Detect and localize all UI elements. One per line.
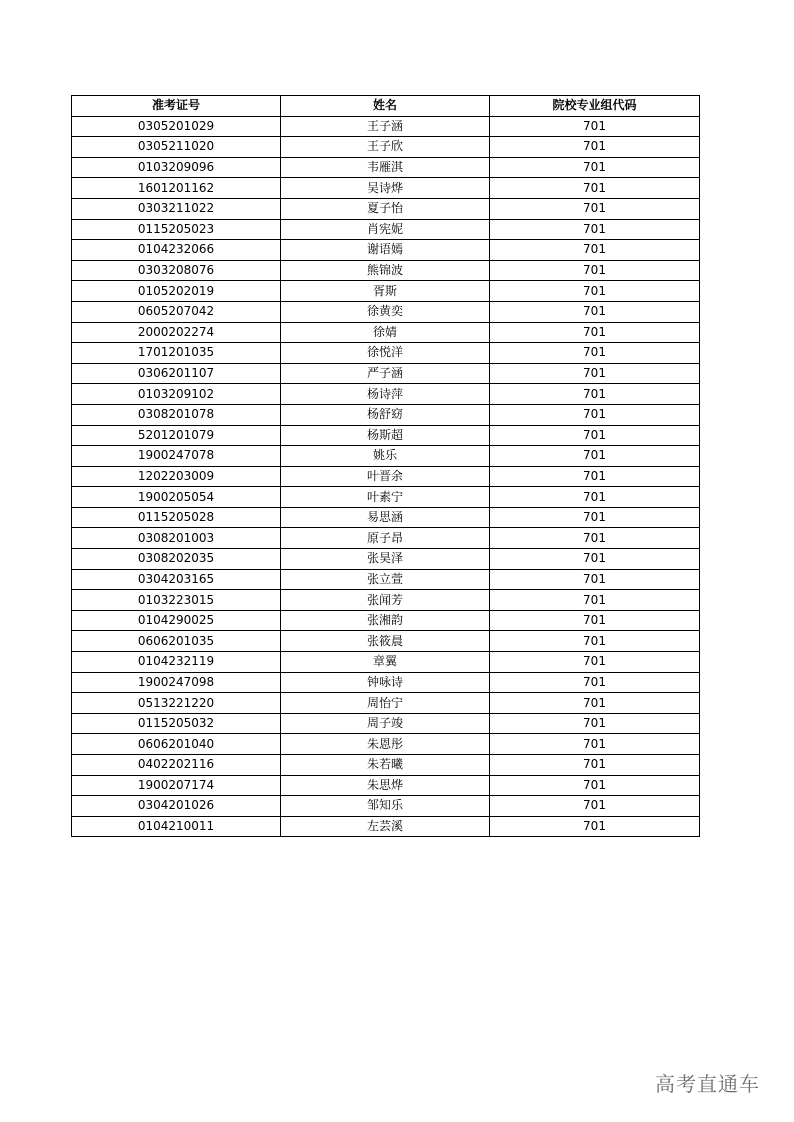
student-name-cell: 徐婧	[281, 322, 490, 343]
group-code-cell: 701	[490, 507, 700, 528]
group-code-cell: 701	[490, 137, 700, 158]
table-row	[72, 363, 700, 384]
student-name-cell: 张闻芳	[281, 590, 490, 611]
exam-id-cell: 0115205032	[72, 713, 281, 734]
student-name-cell: 张筱晨	[281, 631, 490, 652]
exam-id-cell: 0305201029	[72, 116, 281, 137]
student-name-cell: 朱若曦	[281, 755, 490, 776]
table-row	[72, 569, 700, 590]
table-row	[72, 816, 700, 837]
group-code-cell: 701	[490, 240, 700, 261]
watermark-text: 高考直通车	[655, 1072, 760, 1096]
student-name-cell: 王子欣	[281, 137, 490, 158]
group-code-cell: 701	[490, 322, 700, 343]
group-code-cell: 701	[490, 363, 700, 384]
group-code-cell: 701	[490, 693, 700, 714]
group-code-cell: 701	[490, 734, 700, 755]
exam-id-cell: 0513221220	[72, 693, 281, 714]
exam-id-cell: 0303211022	[72, 198, 281, 219]
student-name-cell: 章翼	[281, 652, 490, 673]
student-name-cell: 朱恩彤	[281, 734, 490, 755]
exam-id-cell: 0306201107	[72, 363, 281, 384]
student-name-cell: 张湘韵	[281, 610, 490, 631]
student-name-cell: 严子涵	[281, 363, 490, 384]
exam-id-cell: 0305211020	[72, 137, 281, 158]
exam-id-cell: 0115205028	[72, 507, 281, 528]
group-code-cell: 701	[490, 281, 700, 302]
student-name-cell: 叶素宁	[281, 487, 490, 508]
group-code-cell: 701	[490, 157, 700, 178]
exam-id-cell: 0308202035	[72, 549, 281, 570]
exam-id-cell: 0303208076	[72, 260, 281, 281]
table-row	[72, 425, 700, 446]
student-name-cell: 姚乐	[281, 446, 490, 467]
student-name-cell: 韦雁淇	[281, 157, 490, 178]
table-row	[72, 446, 700, 467]
table-row	[72, 631, 700, 652]
table-row	[72, 775, 700, 796]
group-code-cell: 701	[490, 590, 700, 611]
group-code-cell: 701	[490, 219, 700, 240]
student-name-cell: 王子涵	[281, 116, 490, 137]
table-row	[72, 178, 700, 199]
student-name-cell: 杨舒窈	[281, 404, 490, 425]
student-name-cell: 徐悦洋	[281, 343, 490, 364]
exam-id-cell: 5201201079	[72, 425, 281, 446]
table-row	[72, 549, 700, 570]
group-code-cell: 701	[490, 528, 700, 549]
student-name-cell: 肖宪妮	[281, 219, 490, 240]
group-code-cell: 701	[490, 652, 700, 673]
group-code-cell: 701	[490, 116, 700, 137]
student-name-cell: 易思涵	[281, 507, 490, 528]
table-row	[72, 672, 700, 693]
table-row	[72, 198, 700, 219]
exam-id-cell: 1900207174	[72, 775, 281, 796]
table-row	[72, 590, 700, 611]
exam-id-cell: 0308201078	[72, 404, 281, 425]
header-exam-id: 准考证号	[72, 96, 281, 117]
exam-id-cell: 0104232119	[72, 652, 281, 673]
table-row	[72, 487, 700, 508]
exam-id-cell: 0104290025	[72, 610, 281, 631]
exam-id-cell: 1202203009	[72, 466, 281, 487]
table-row	[72, 507, 700, 528]
table-row	[72, 713, 700, 734]
table-body	[72, 116, 700, 837]
group-code-cell: 701	[490, 384, 700, 405]
table-row	[72, 137, 700, 158]
exam-id-cell: 0308201003	[72, 528, 281, 549]
header-row	[72, 96, 700, 117]
exam-id-cell: 1900247098	[72, 672, 281, 693]
exam-id-cell: 0105202019	[72, 281, 281, 302]
exam-id-cell: 0606201040	[72, 734, 281, 755]
table-row	[72, 219, 700, 240]
student-name-cell: 徐黄奕	[281, 301, 490, 322]
group-code-cell: 701	[490, 343, 700, 364]
student-name-cell: 钟咏诗	[281, 672, 490, 693]
group-code-cell: 701	[490, 713, 700, 734]
exam-id-cell: 0605207042	[72, 301, 281, 322]
table-row	[72, 693, 700, 714]
student-name-cell: 夏子怡	[281, 198, 490, 219]
table-row	[72, 240, 700, 261]
exam-id-cell: 2000202274	[72, 322, 281, 343]
group-code-cell: 701	[490, 775, 700, 796]
table-row	[72, 384, 700, 405]
header-group-code: 院校专业组代码	[490, 96, 700, 117]
table-row	[72, 343, 700, 364]
table-row	[72, 652, 700, 673]
exam-id-cell: 0103209102	[72, 384, 281, 405]
student-name-cell: 原子昂	[281, 528, 490, 549]
table-row	[72, 116, 700, 137]
group-code-cell: 701	[490, 610, 700, 631]
table-row	[72, 610, 700, 631]
student-name-cell: 张昊泽	[281, 549, 490, 570]
exam-id-cell: 0304203165	[72, 569, 281, 590]
student-name-cell: 吴诗烨	[281, 178, 490, 199]
table-header	[72, 96, 700, 117]
group-code-cell: 701	[490, 796, 700, 817]
table-row	[72, 466, 700, 487]
group-code-cell: 701	[490, 755, 700, 776]
student-name-cell: 周子竣	[281, 713, 490, 734]
group-code-cell: 701	[490, 260, 700, 281]
exam-id-cell: 0103223015	[72, 590, 281, 611]
exam-id-cell: 0304201026	[72, 796, 281, 817]
group-code-cell: 701	[490, 301, 700, 322]
group-code-cell: 701	[490, 178, 700, 199]
student-name-cell: 叶晋余	[281, 466, 490, 487]
group-code-cell: 701	[490, 425, 700, 446]
table-row	[72, 301, 700, 322]
table-row	[72, 528, 700, 549]
group-code-cell: 701	[490, 569, 700, 590]
table-row	[72, 157, 700, 178]
table-row	[72, 260, 700, 281]
group-code-cell: 701	[490, 631, 700, 652]
group-code-cell: 701	[490, 198, 700, 219]
table-row	[72, 734, 700, 755]
group-code-cell: 701	[490, 404, 700, 425]
table-row	[72, 796, 700, 817]
student-name-cell: 周怡宁	[281, 693, 490, 714]
table-row	[72, 322, 700, 343]
header-name: 姓名	[281, 96, 490, 117]
exam-id-cell: 0606201035	[72, 631, 281, 652]
student-name-cell: 熊锦波	[281, 260, 490, 281]
student-name-cell: 朱思烨	[281, 775, 490, 796]
exam-id-cell: 1900247078	[72, 446, 281, 467]
group-code-cell: 701	[490, 466, 700, 487]
student-name-cell: 胥斯	[281, 281, 490, 302]
exam-id-cell: 1900205054	[72, 487, 281, 508]
admission-list-table	[71, 95, 700, 837]
table-row	[72, 404, 700, 425]
student-name-cell: 左芸溪	[281, 816, 490, 837]
table-row	[72, 281, 700, 302]
student-name-cell: 杨诗萍	[281, 384, 490, 405]
student-name-cell: 张立萱	[281, 569, 490, 590]
group-code-cell: 701	[490, 446, 700, 467]
student-name-cell: 杨斯超	[281, 425, 490, 446]
exam-id-cell: 0104210011	[72, 816, 281, 837]
exam-id-cell: 0103209096	[72, 157, 281, 178]
table-row	[72, 755, 700, 776]
group-code-cell: 701	[490, 816, 700, 837]
group-code-cell: 701	[490, 549, 700, 570]
group-code-cell: 701	[490, 672, 700, 693]
student-name-cell: 谢语嫣	[281, 240, 490, 261]
exam-id-cell: 0402202116	[72, 755, 281, 776]
exam-id-cell: 0115205023	[72, 219, 281, 240]
exam-id-cell: 1701201035	[72, 343, 281, 364]
student-name-cell: 邹知乐	[281, 796, 490, 817]
group-code-cell: 701	[490, 487, 700, 508]
exam-id-cell: 0104232066	[72, 240, 281, 261]
exam-id-cell: 1601201162	[72, 178, 281, 199]
